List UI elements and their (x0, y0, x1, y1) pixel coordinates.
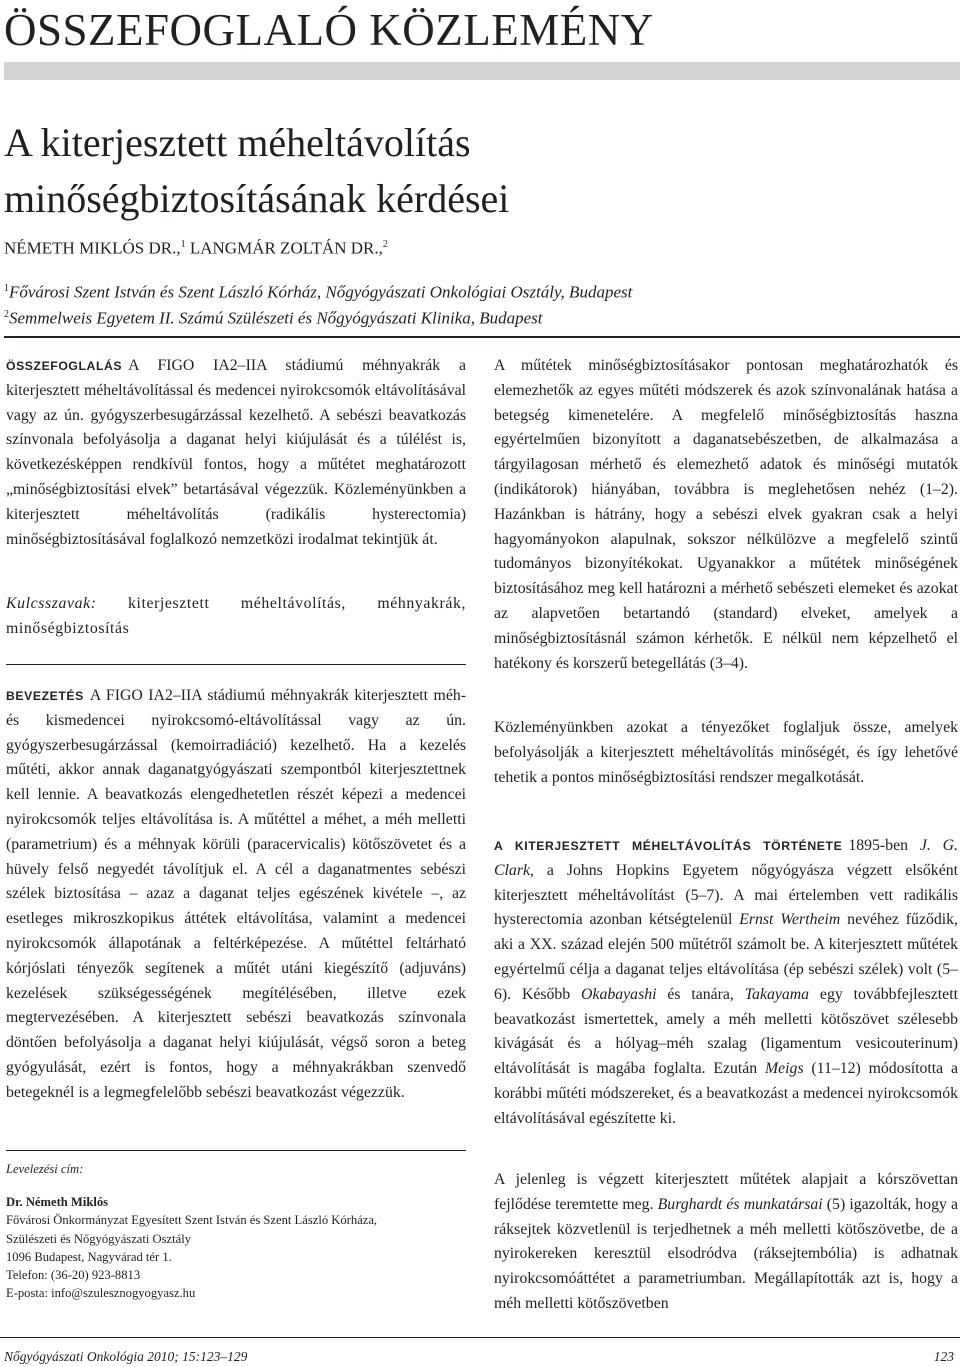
paragraph-text: A műtétek minőségbiztosításakor pontosan meghatározhatók és elemezhetők az egyes műtéti módszerek és azok színvonalának hatása a betegség kimenetelére. A megfelelő minőségbiztosítás haszna egyértelműen bizonyított a daganatsebészetben, de alkalmazása a tárgyilagosan mérhető és elemezhető adatok és minőségi mutatók (indikátorok) hiányában, továbbra is meglehetősen nehéz (1–2). Hazánkban is hátrány, hogy a sebészi elvek gyakran csak a helyi hagyományokon alapulnak, sokszor nélkülözve a megfelelő szintű tudományos bizonyítékokat. Ugyanakkor a műtétek minőségének biztosításához meg kell határozni a mérhető sebészeti elemeket és azokat az alapvetően betartandó (standard) elveket, amelyek a minőségbiztosításnál számon kérhetők. E nélkül nem képzelhető el hatékony és korszerű betegellátás (3–4). (494, 357, 958, 672)
abstract-paragraph (6, 354, 466, 552)
paragraph-text: 1895-ben (848, 837, 920, 854)
affiliation-text: Fővárosi Szent István és Szent László Kórház, Nőgyógyászati Onkológiai Osztály, Budapest (9, 282, 633, 302)
paragraph-text: A FIGO IA2–IIA stádiumú méhnyakrák a kiterjesztett méheltávolítással és medencei nyirokcsomók eltávolításával vagy az ún. gyógyszerbesugárzással kezelhető. A sebészi beavatkozás színvonala befolyásolja a daganat helyi kiújulását és a túlélést is, következésképpen rendkívül fontos, hogy a műtétet meghatározott „minőségbiztosítási elvek” betartásával végezzük. Közleményünkben a kiterjesztett méheltávolítás (radikális hysterectomia) minőségbiztosításával foglalkozó nemzetközi irodalmat tekintjük át. (6, 357, 466, 548)
paragraph-text: A jelenleg is végzett kiterjesztett műtétek alapjait a kórszövettan fejlődése teremtette meg. (494, 1171, 958, 1213)
section-heading: BEVEZETÉS (6, 689, 84, 703)
section-heading: ÖSSZEFOGLALÁS (6, 359, 123, 373)
author-list (4, 234, 388, 260)
affiliation (4, 304, 543, 330)
correspondence-label: Levelezési cím: (6, 1162, 84, 1176)
paragraph-text: (5) igazolták, hogy a ráksejtek közvetlenül is terjedhetnek a méh melletti kötőszövetbe, de a nyirokereken keresztül elsodródva (ráksejtembólia) is adhatnak nyirokcsomóáttétet a parametriumban. Megállapították azt is, hogy a méh melletti kötőszövetben (494, 1195, 959, 1312)
correspondence-phone: Telefon: (36-20) 923-8813 (6, 1268, 141, 1283)
affiliation-mark: 1 (4, 283, 9, 294)
correspondence-line: 1096 Budapest, Nagyvárad tér 1. (6, 1249, 172, 1264)
introduction-paragraph (6, 684, 466, 1106)
paragraph-text: , a Johns Hopkins Egyetem nőgyógyásza végzett elsőként kiterjesztett méheltávolítást (5–7). A mai értelemben vett radikális hysterectomia azonban kétségtelenül (494, 861, 958, 929)
footer-rule (0, 1337, 960, 1338)
keywords (6, 592, 466, 642)
paragraph-text: A FIGO IA2–IIA stádiumú méhnyakrák kiterjesztett méh- és kismedencei nyirokcsomó-eltávolítással vagy az ún. gyógyszerbesugárzással (kemoirradiáció) kezelhető. Ha a kezelés műtéti, akkor annak daganatgyógyászati szempontból kiterjesztettnek kell lennie. A beavatkozás elengedhetetlen részét képezi a medencei nyirokcsomók teljes eltávolítása is. A műtéttel a méhet, a méh melletti (parametrium) és a méhnyak körüli (paracervicalis) kötőszövetet és a hüvely felső negyedét távolítjuk el. A cél a daganatmentes sebészi szélek biztosítása – azaz a daganat teljes egészének kivétele –, az esetleges mikroszkopikus áttétek eltávolítása, valamint a medencei nyirokcsomók állapotának a feltérképezése. A műtéttel feltárható kórjóslati tényezők segítenek a műtét utáni kiegészítő (adjuváns) kezelések szükségességének megítélésében, illetve ezek megtervezésében. A kiterjesztett sebészi beavatkozás színvonala döntően befolyásolja a daganat helyi kiújulását, végső soron a beteg gyógyulását, ezért is fontos, hogy a méhnyakrákban szenvedő betegeknél is a legmegfelelőbb sebészi beavatkozást végezzük. (6, 687, 466, 1101)
journal-citation: Nőgyógyászati Onkológia 2010; 15:123–129 (4, 1349, 248, 1364)
paragraph-text: egy továbbfejlesztett beavatkozást ismertettek, amely a méh melletti kötőszövet szélesebb kivágását és a hólyag–méh szalag (ligamentum vesicouterinum) eltávolítását is magába foglalta. Ezután (494, 985, 958, 1078)
paragraph-text: és tanára, (656, 985, 745, 1003)
keywords-paragraph (6, 592, 466, 642)
correspondence (6, 1160, 466, 1302)
italic-name-text: Takayama (744, 985, 810, 1003)
article-title (4, 115, 904, 227)
italic-name-text: Burghardt és munkatársai (657, 1195, 823, 1213)
keywords-text: kiterjesztett méheltávolítás, méhnyakrák, minőségbiztosítás (6, 595, 466, 637)
italic-name-text: J. G. Clark (494, 837, 958, 879)
correspondence-line: Fővárosi Önkormányzat Egyesített Szent István és Szent László Kórháza, (6, 1213, 378, 1228)
author-affiliation-mark: 1 (180, 239, 186, 250)
italic-name-text: Meigs (764, 1060, 804, 1078)
page-number: 123 (933, 1349, 954, 1364)
section-divider (6, 664, 466, 665)
paragraph-text: (11–12) módosította a korábbi műtéti módszereket, és a beavatkozást a medencei nyirokcsomók eltávolításával egészítette ki. (494, 1060, 958, 1127)
correspondence-email[interactable]: E-posta: info@szulesznogyogyasz.hu (6, 1286, 196, 1301)
body-paragraph (494, 1168, 958, 1317)
affiliation (4, 278, 632, 304)
header-bar (4, 62, 960, 80)
paragraph-text: Közleményünkben azokat a tényezőket foglaljuk össze, amelyek befolyásolják a kiterjesztett méheltávolítás minőségét, és így lehetővé tehetik a pontos minőségbiztosítási rendszer megalkotását. (494, 719, 958, 786)
italic-name-text: Okabayashi (581, 985, 657, 1003)
affiliation-mark: 2 (4, 309, 9, 320)
paragraph-text: nevéhez fűződik, aki a XX. század elején 500 műtétről számolt be. A kiterjesztett műtétek egyértelmű célja a daganat teljes eltávolítása (ép sebészi szélek) volt (5–6). Később (494, 911, 958, 1003)
italic-name-text: Ernst Wertheim (739, 911, 841, 929)
affiliation-text: Semmelweis Egyetem II. Számú Szülészeti és Nőgyógyászati Klinika, Budapest (9, 308, 543, 328)
section-heading: A KITERJESZTETT MÉHELTÁVOLÍTÁS TÖRTÉNETE (494, 839, 843, 853)
correspondence-line: Szülészeti és Nőgyógyászati Osztály (6, 1231, 192, 1246)
introduction (6, 684, 466, 1106)
title-line-1: A kiterjesztett méheltávolítás (4, 120, 471, 165)
article-type-heading: ÖSSZEFOGLALÓ KÖZLEMÉNY (4, 5, 654, 55)
correspondence-name: Dr. Németh Miklós (6, 1195, 109, 1210)
body-paragraph (494, 716, 958, 790)
history-paragraph (494, 834, 958, 1132)
keywords-label: Kulcsszavak: (6, 595, 97, 612)
history-section (494, 834, 958, 1132)
author-name: LANGMÁR ZOLTÁN DR., (189, 238, 383, 258)
correspondence-divider (6, 1150, 466, 1151)
author-affiliation-mark: 2 (382, 239, 388, 250)
body-paragraph (494, 354, 958, 676)
author-name: NÉMETH MIKLÓS DR., (4, 238, 181, 258)
header-rule (4, 336, 960, 338)
abstract (6, 354, 466, 552)
title-line-2: minőségbiztosításának kérdései (4, 176, 510, 221)
